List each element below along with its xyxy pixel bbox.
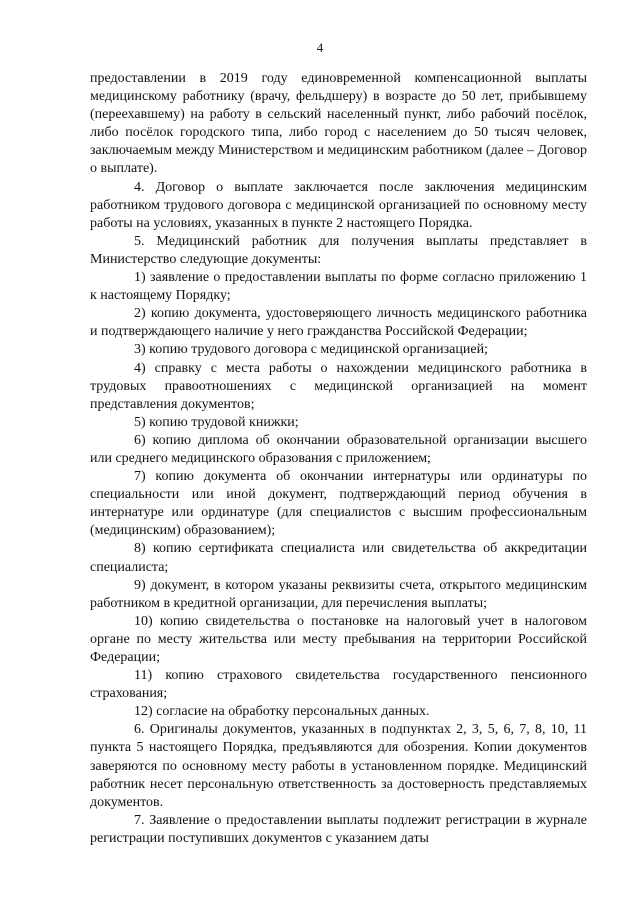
paragraph-item-7: 7. Заявление о предоставлении выплаты подлежит регистрации в журнале регистрации поступивших документов с указанием даты [90, 812, 587, 846]
subitem-12: 12) согласие на обработку персональных данных. [134, 704, 430, 720]
subitem-2: 2) копию документа, удостоверяющего личность медицинского работника и подтверждающего наличие у него гражданства Российской Федерации; [90, 306, 587, 340]
subitem-1: 1) заявление о предоставлении выплаты по форме согласно приложению 1 к настоящему Порядку; [90, 270, 587, 304]
subitem-4: 4) справку с места работы о нахождении медицинского работника в трудовых правоотношениях с медицинской организацией на момент представления документов; [90, 360, 587, 412]
subitem-5: 5) копию трудовой книжки; [134, 414, 299, 430]
subitem-8: 8) копию сертификата специалиста или свидетельства об аккредитации специалиста; [90, 541, 587, 575]
page-number: 4 [316, 40, 324, 55]
subitem-9: 9) документ, в котором указаны реквизиты счета, открытого медицинским работником в кредитной организации, для перечисления выплаты; [90, 577, 587, 611]
paragraph-continuation: предоставлении в 2019 году единовременной компенсационной выплаты медицинскому работнику (врачу, фельдшеру) в возрасте до 50 лет, прибывшему (переехавшему) на работу в сельский населенный пункт, либо рабочий посёлок, либо посёлок городского типа, либо город с населением до 50 тысяч человек, заключаемым между Министерством и медицинским работником (далее – Договор о выплате). [90, 71, 587, 177]
subitem-10: 10) копию свидетельства о постановке на налоговый учет в налоговом органе по месту жительства или месту пребывания на территории Российской Федерации; [90, 613, 587, 665]
document-body [90, 70, 587, 848]
paragraph-item-5: 5. Медицинский работник для получения выплаты представляет в Министерство следующие документы: [90, 233, 587, 267]
paragraph-item-6: 6. Оригиналы документов, указанных в подпунктах 2, 3, 5, 6, 7, 8, 10, 11 пункта 5 настоящего Порядка, предъявляются для обозрения. Копии документов заверяются по основному месту работы в установленном порядке. Медицинский работник несет персональную ответственность за достоверность представляемых документов. [90, 722, 587, 810]
subitem-3: 3) копию трудового договора с медицинской организацией; [134, 342, 488, 358]
subitem-7: 7) копию документа об окончании интернатуры или ординатуры по специальности или иной документ, подтверждающий период обучения в интернатуре или ординатуре (для специалистов с высшим профессиональным (медицинским) образованием); [90, 469, 587, 539]
subitem-11: 11) копию страхового свидетельства государственного пенсионного страхования; [90, 668, 587, 702]
paragraph-item-4: 4. Договор о выплате заключается после заключения медицинским работником трудового договора с медицинской организацией по основному месту работы на условиях, указанных в пункте 2 настоящего Порядка. [90, 179, 587, 231]
subitem-6: 6) копию диплома об окончании образовательной организации высшего или среднего медицинского образования с приложением; [90, 432, 587, 466]
